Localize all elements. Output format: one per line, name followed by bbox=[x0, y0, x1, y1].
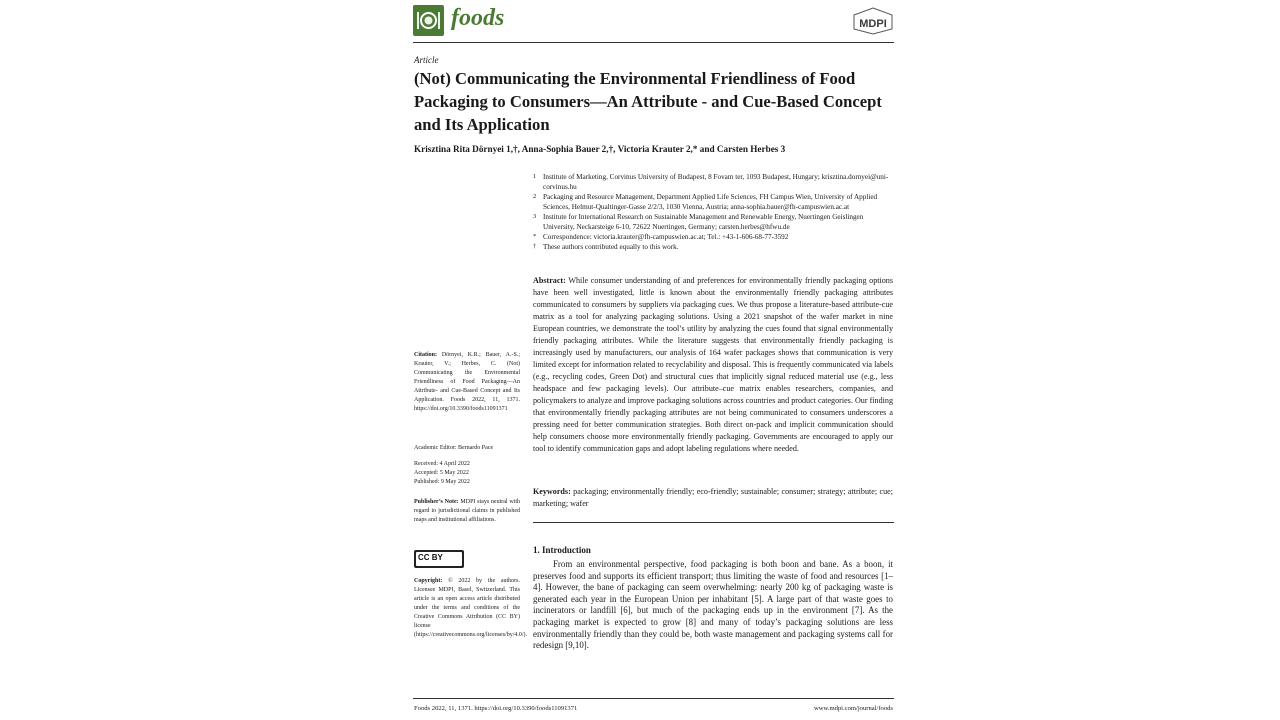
cc-license-icon[interactable]: CC BY bbox=[414, 550, 464, 568]
keywords-label: Keywords: bbox=[533, 487, 571, 496]
publisher-name: MDPI bbox=[859, 18, 887, 30]
citation: Citation: Dörnyei, K.R.; Bauer, A.-S.; Krauter, V.; Herbes, C. (Not) Communicating the Environmental Friendliness of Food Packaging—An Attribute- and Cue-Based Concept and Its Application. Foods 2022, 11, 1371. https://doi.org/10.3390/foods11091371 bbox=[414, 352, 520, 412]
academic-editor: Academic Editor: Bernardo Pace bbox=[414, 445, 494, 451]
abstract bbox=[533, 275, 893, 455]
footer-rule bbox=[413, 698, 894, 699]
affiliation-2: 2 Packaging and Resource Management, Department Applied Life Sciences, FH Campus Wien, University of Applied Sciences, Helmut-Qualtinger-Gasse 2/2/3, 1030 Vienna, Austria; anna-sophia.bauer@fh-campuswien.ac.at bbox=[533, 193, 878, 211]
abstract-label: Abstract: bbox=[533, 276, 566, 285]
received-date: Received: 4 April 2022 bbox=[414, 461, 470, 467]
article-title: (Not) Communicating the Environmental Friendliness of Food Packaging to Consumers—An Attribute - and Cue-Based Concept and Its Application bbox=[414, 69, 882, 134]
header-rule bbox=[413, 42, 894, 43]
journal-logo-icon bbox=[413, 5, 444, 36]
section-heading-introduction: 1. Introduction bbox=[533, 545, 591, 555]
keywords bbox=[533, 486, 893, 510]
published-date: Published: 9 May 2022 bbox=[414, 479, 470, 485]
correspondence: * Correspondence: victoria.krauter@fh-campuswien.ac.at; Tel.: +43-1-606-68-77-3592 bbox=[533, 233, 789, 241]
journal-name: foods bbox=[451, 5, 505, 31]
publisher-logo bbox=[852, 7, 894, 35]
affiliation-3: 3 Institute for International Research on Sustainable Management and Renewable Energy, Nuertingen Geislingen University, Neckarsteige 6-10, 72622 Nuertingen, Germany; carsten.herbes@hfwu.de bbox=[533, 213, 864, 231]
author-list: Krisztina Rita Dörnyei 1,†, Anna-Sophia Bauer 2,†, Victoria Krauter 2,* and Carsten Herbes 3 bbox=[414, 144, 786, 154]
dates bbox=[414, 460, 520, 487]
article-type: Article bbox=[414, 55, 439, 65]
footer-journal-link[interactable]: www.mdpi.com/journal/foods bbox=[813, 705, 893, 712]
abstract-text: While consumer understanding of and preferences for environmentally friendly packaging options have been well investigated, little is known about the environmentally friendly packaging attributes communicated to consumers by suppliers via packaging cues. We thus propose a literature-based attribute-cue matrix as a tool for analyzing packaging solutions. Using a 2021 snapshot of the wafer market in nine European countries, we demonstrate the tool’s utility by analyzing the cues found that signal environmentally friendly packaging attributes. While the literature suggests that environmentally friendly packaging is increasingly used by manufacturers, our analysis of 164 wafer packages shows that communication is very limited except for information related to recyclability and disposal. This is frequently communicated via labels (e.g., recycling codes, Green Dot) and structural cues that implicitly signal reduced material use (e.g., less headspace and few packaging levels). Our attribute–cue matrix enables researchers, companies, and policymakers to analyze and improve packaging solutions across countries and product categories. Our finding that environmentally friendly packaging attributes are not being communicated to consumers underscores a pressing need for better communication strategies. Both direct on-pack and implicit communication should help consumers choose more environmentally friendly packaging. Governments are encouraged to apply our tool to identify communication gaps and adopt labeling regulations where needed. bbox=[533, 276, 894, 453]
publisher-note: Publisher’s Note: MDPI stays neutral with regard to jurisdictional claims in published maps and institutional affiliations. bbox=[414, 499, 521, 523]
introduction-body bbox=[533, 559, 893, 652]
citation-text[interactable]: Dörnyei, K.R.; Bauer, A.-S.; Krauter, V.; Herbes, C. (Not) Communicating the Environmental Friendliness of Food Packaging—An Attribute- and Cue-Based Concept and Its Application. Foods 2022, 11, 1371. https://doi.org/10.3390/foods11091371 bbox=[414, 352, 520, 412]
introduction-paragraph: From an environmental perspective, food packaging is both boon and bane. As a boon, it preserves food and supports its efficient transport; thus limiting the waste of food and resources [1–4]. However, the bane of packaging can seem overwhelming: nearly 200 kg of packaging waste is generated each year in the European Union per inhabitant [5]. A large part of that waste goes to incinerators or landfill [6], but much of the packaging ends up in the environment [7]. As the packaging market is expected to grow [8] and many of today’s packaging solutions are less environmentally friendly than they could be, both waste management and packaging systems call for redesign [9,10]. bbox=[533, 559, 893, 651]
affiliation-1: 1 Institute of Marketing, Corvinus University of Budapest, 8 Fovam ter, 1093 Budapest, Hungary; krisztina.dornyei@uni-corvinus.hu bbox=[533, 173, 889, 191]
keywords-text: packaging; environmentally friendly; eco-friendly; sustainable; consumer; strategy; attribute; cue; marketing; wafer bbox=[533, 487, 893, 508]
footer-citation[interactable]: Foods 2022, 11, 1371. https://doi.org/10.3390/foods11091371 bbox=[414, 705, 578, 712]
equal-contribution-note: † These authors contributed equally to this work. bbox=[533, 243, 679, 251]
accepted-date: Accepted: 5 May 2022 bbox=[414, 470, 469, 476]
affiliations bbox=[533, 172, 895, 252]
section-rule bbox=[533, 522, 894, 523]
copyright: Copyright: © 2022 by the authors. Licensee MDPI, Basel, Switzerland. This article is an open access article distributed under the terms and conditions of the Creative Commons Attribution (CC BY) license (https://creativecommons.org/licenses/by/4.0/). bbox=[414, 578, 528, 638]
